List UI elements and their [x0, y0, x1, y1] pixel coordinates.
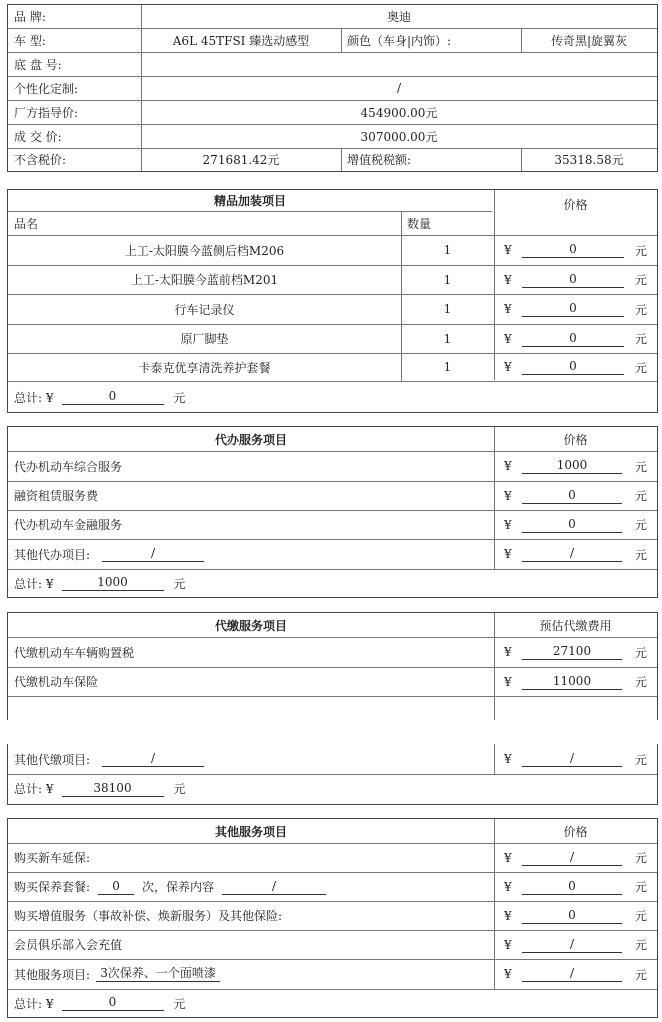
maint-price: 0: [522, 879, 622, 895]
msrp-value: 454900.00元: [360, 105, 438, 120]
accessory-qty: 1: [443, 302, 452, 316]
chassis-label: 底 盘 号:: [14, 57, 62, 72]
agency-other-label: 其他代办项目:: [14, 547, 91, 562]
table-row: [8, 481, 657, 511]
table-row: [8, 959, 657, 990]
table-row: [8, 872, 657, 902]
payment-item-name: 代缴机动车保险: [14, 675, 99, 689]
other-total: [8, 989, 186, 1017]
accessories-qty-header: 数量: [407, 216, 432, 231]
total-label: 总计: ¥: [14, 782, 54, 796]
accessory-qty: 1: [443, 331, 452, 346]
payment-other-price: /: [522, 751, 622, 767]
accessory-price: 0: [522, 359, 624, 375]
total-label: 总计: ¥: [14, 996, 54, 1011]
agency-item-price: 1000: [522, 458, 622, 474]
total-label: 总计: ¥: [14, 390, 54, 405]
vat-label: 增值税税额:: [347, 153, 412, 167]
maint-label: 购买保养套餐:: [14, 880, 91, 894]
custom-row: [8, 76, 657, 101]
agency-price-header: 价格: [563, 432, 588, 447]
car-info-table: [7, 4, 658, 172]
payment-other-label: 其他代缴项目:: [14, 752, 91, 767]
unit-label: 元: [634, 243, 647, 258]
accessory-qty: 1: [443, 360, 452, 374]
payment-services-table-continued: [7, 744, 658, 805]
currency-symbol: ¥: [504, 547, 512, 561]
table-row: [8, 353, 657, 382]
club-price: /: [522, 937, 622, 953]
currency-symbol: ¥: [504, 879, 512, 894]
unit-label: 元: [634, 851, 647, 865]
accessory-price: 0: [522, 331, 624, 347]
currency-symbol: ¥: [504, 752, 512, 766]
agency-services-table: [7, 426, 658, 598]
agency-other-price: /: [522, 546, 622, 562]
unit-label: 元: [634, 459, 647, 474]
unit-label: 元: [634, 880, 647, 894]
agency-total-value: 1000: [62, 575, 164, 591]
maint-mid: 次，保养内容: [142, 880, 215, 894]
total-unit: 元: [173, 390, 186, 405]
warranty-label: 购买新车延保:: [14, 851, 91, 865]
table-row: [8, 843, 657, 873]
model-value: A6L 45TFSI 臻选动感型: [172, 33, 310, 48]
maint-content: /: [222, 879, 326, 895]
currency-symbol: ¥: [504, 272, 512, 287]
currency-symbol: ¥: [504, 459, 512, 473]
agency-item-name: 融资租赁服务费: [14, 489, 99, 503]
currency-symbol: ¥: [504, 360, 512, 374]
unit-label: 元: [634, 518, 647, 532]
vat-value: 35318.58元: [554, 153, 624, 167]
deal-label: 成 交 价:: [14, 129, 62, 144]
table-row: [8, 930, 657, 960]
currency-symbol: ¥: [504, 302, 512, 316]
accessory-qty: 1: [443, 243, 452, 257]
payment-item-price: 27100: [522, 644, 622, 660]
accessories-table: [7, 189, 658, 413]
unit-label: 元: [634, 489, 647, 503]
payment-title: 代缴服务项目: [214, 618, 287, 633]
brand-value: 奥迪: [386, 10, 411, 24]
unit-label: 元: [634, 967, 647, 982]
currency-symbol: ¥: [504, 850, 512, 865]
accessories-total: [8, 381, 186, 413]
model-label: 车 型:: [14, 33, 46, 48]
pretax-label: 不含税价:: [14, 153, 67, 167]
other-total-value: 0: [62, 995, 164, 1011]
msrp-label: 厂方指导价:: [14, 105, 79, 120]
accessory-price: 0: [522, 272, 624, 288]
table-row: [8, 294, 657, 325]
accessory-name: 原厂脚垫: [180, 332, 229, 346]
table-row: [8, 667, 657, 697]
unit-label: 元: [634, 675, 647, 689]
chassis-row: [8, 52, 657, 77]
table-row: [8, 539, 657, 570]
table-row: [8, 637, 657, 668]
agency-other-value: /: [102, 546, 204, 562]
tax-row: [8, 148, 657, 171]
accessories-total-value: 0: [62, 389, 164, 405]
accessory-name: 卡泰克优享清洗养护套餐: [138, 360, 271, 375]
accessories-title: 精品加装项目: [213, 194, 286, 208]
table-row: [8, 510, 657, 540]
agency-item-name: 代办机动车综合服务: [14, 459, 123, 474]
agency-title: 代办服务项目: [214, 432, 287, 447]
table-row: [8, 265, 657, 295]
brand-row: [8, 5, 657, 29]
currency-symbol: ¥: [504, 331, 512, 346]
payment-item-name: 代缴机动车车辆购置税: [14, 645, 135, 660]
other-service-value: 3次保养、一个面喷漆: [96, 966, 220, 982]
custom-value: /: [396, 81, 402, 95]
payment-price-header: 预估代缴费用: [539, 618, 612, 633]
total-unit: 元: [173, 782, 186, 796]
accessories-name-header: 品名: [14, 216, 39, 231]
unit-label: 元: [634, 938, 647, 952]
msrp-row: [8, 100, 657, 125]
table-row: [8, 744, 657, 775]
unit-label: 元: [634, 273, 647, 287]
table-row: [8, 324, 657, 354]
unit-label: 元: [634, 360, 647, 375]
unit-label: 元: [634, 909, 647, 923]
accessory-qty: 1: [443, 272, 452, 287]
table-row: [8, 451, 657, 482]
agency-item-price: 0: [522, 488, 622, 504]
accessory-name: 上工-太阳膜今蓝侧后档M206: [124, 243, 285, 258]
currency-symbol: ¥: [504, 243, 512, 257]
unit-label: 元: [634, 302, 647, 317]
agency-item-name: 代办机动车金融服务: [14, 518, 123, 532]
other-services-table: [7, 818, 658, 1018]
custom-label: 个性化定制:: [14, 81, 79, 96]
agency-item-price: 0: [522, 517, 622, 533]
unit-label: 元: [634, 752, 647, 767]
table-row: [8, 235, 657, 266]
club-label: 会员俱乐部入会充值: [14, 938, 123, 952]
currency-symbol: ¥: [504, 517, 512, 532]
currency-symbol: ¥: [504, 645, 512, 659]
warranty-price: /: [522, 850, 622, 866]
payment-total-value: 38100: [62, 781, 164, 797]
agency-total: [8, 569, 186, 597]
color-label: 颜色（车身|内饰）:: [347, 33, 452, 48]
currency-symbol: ¥: [504, 967, 512, 981]
value-added-label: 购买增值服务（事故补偿、焕新服务）及其他保险:: [14, 909, 283, 923]
pretax-value: 271681.42元: [202, 153, 280, 167]
payment-services-table: [7, 612, 658, 720]
accessory-name: 上工-太阳膜今蓝前档M201: [130, 273, 279, 287]
chassis-value: [141, 52, 657, 76]
accessory-price: 0: [522, 301, 624, 317]
model-row: [8, 28, 657, 53]
color-value: 传奇黑|旋翼灰: [550, 33, 628, 48]
table-row: [8, 901, 657, 931]
deal-row: [8, 124, 657, 149]
total-label: 总计: ¥: [14, 576, 54, 591]
other-title: 其他服务项目: [214, 824, 287, 839]
accessories-price-header: 价格: [563, 197, 588, 212]
currency-symbol: ¥: [504, 674, 512, 689]
maint-count: 0: [98, 879, 134, 895]
accessory-price: 0: [522, 242, 624, 258]
other-service-price: /: [522, 966, 622, 982]
currency-symbol: ¥: [504, 908, 512, 923]
unit-label: 元: [634, 645, 647, 660]
unit-label: 元: [634, 332, 647, 346]
payment-total: [8, 774, 186, 803]
payment-other-value: /: [102, 751, 204, 767]
total-unit: 元: [173, 576, 186, 591]
brand-label: 品 牌:: [14, 10, 46, 24]
payment-item-price: 11000: [522, 674, 622, 690]
value-added-price: 0: [522, 908, 622, 924]
other-price-header: 价格: [563, 824, 588, 839]
deal-value: 307000.00元: [360, 129, 438, 144]
unit-label: 元: [634, 547, 647, 562]
currency-symbol: ¥: [504, 488, 512, 503]
other-service-label: 其他服务项目:: [14, 967, 91, 982]
total-unit: 元: [173, 996, 186, 1011]
accessory-name: 行车记录仪: [174, 302, 235, 317]
currency-symbol: ¥: [504, 937, 512, 952]
